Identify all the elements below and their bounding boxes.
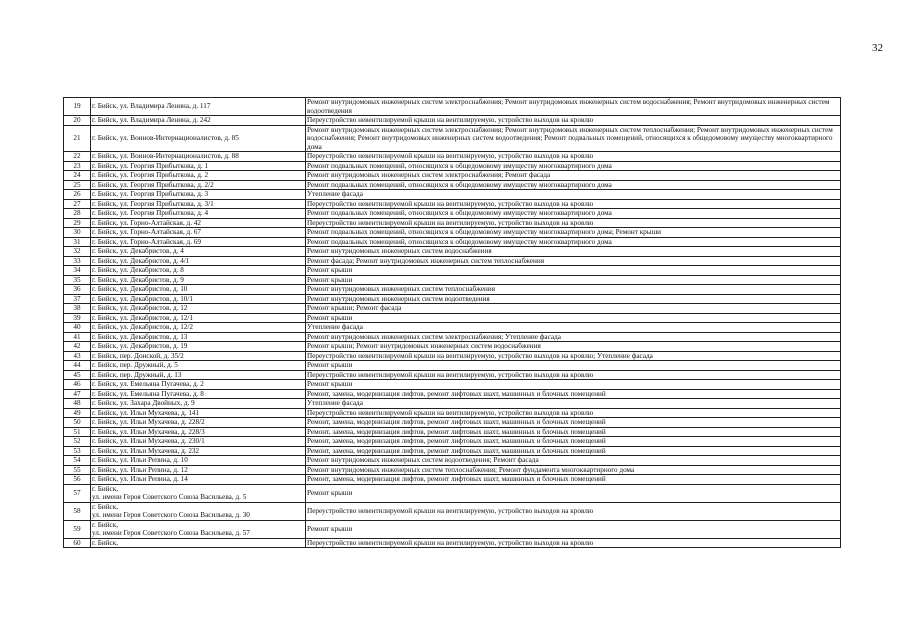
- address-cell: г. Бийск, ул. Ильи Мухачева, д. 228/3: [91, 427, 306, 437]
- works-cell: Ремонт крыши: [306, 484, 841, 502]
- table-row: [64, 456, 841, 466]
- address-cell: г. Бийск, ул. имени Героя Советского Союза Васильева, д. 5: [91, 484, 306, 502]
- works-cell: Ремонт внутридомовых инженерных систем водоотведения: [306, 294, 841, 304]
- table-row: [64, 247, 841, 257]
- row-number: 23: [64, 161, 91, 171]
- row-number: 42: [64, 342, 91, 352]
- address-cell: г. Бийск, ул. Декабристов, д. 4: [91, 247, 306, 257]
- row-number: 22: [64, 152, 91, 162]
- address-cell: г. Бийск, ул. Владимира Ленина, д. 242: [91, 116, 306, 126]
- address-cell: г. Бийск, ул. Декабристов, д. 9: [91, 275, 306, 285]
- works-cell: Переустройство невентилируемой крыши на вентилируемую, устройство выходов на кровлю: [306, 199, 841, 209]
- table-row: [64, 418, 841, 428]
- table-row: [64, 116, 841, 126]
- row-number: 58: [64, 502, 91, 520]
- works-cell: Переустройство невентилируемой крыши на вентилируемую, устройство выходов на кровлю: [306, 218, 841, 228]
- works-cell: Ремонт крыши; Ремонт внутридомовых инженерных систем водоснабжения: [306, 342, 841, 352]
- address-cell: г. Бийск, ул. Декабристов, д. 12/2: [91, 323, 306, 333]
- row-number: 60: [64, 538, 91, 548]
- row-number: 28: [64, 209, 91, 219]
- table-row: [64, 275, 841, 285]
- table-row: [64, 199, 841, 209]
- works-cell: Ремонт, замена, модернизация лифтов, ремонт лифтовых шахт, машинных и блочных помещений: [306, 437, 841, 447]
- address-cell: г. Бийск, ул. Ильи Репина, д. 12: [91, 465, 306, 475]
- table-row: [64, 304, 841, 314]
- works-cell: Ремонт, замена, модернизация лифтов, ремонт лифтовых шахт, машинных и блочных помещений: [306, 389, 841, 399]
- table-row: [64, 152, 841, 162]
- row-number: 33: [64, 256, 91, 266]
- row-number: 37: [64, 294, 91, 304]
- works-cell: Переустройство невентилируемой крыши на вентилируемую, устройство выходов на кровлю; Утепление фасада: [306, 351, 841, 361]
- row-number: 59: [64, 520, 91, 538]
- works-cell: Переустройство невентилируемой крыши на вентилируемую, устройство выходов на кровлю: [306, 502, 841, 520]
- address-cell: г. Бийск, ул. Ильи Мухачева, д. 228/2: [91, 418, 306, 428]
- works-cell: Ремонт, замена, модернизация лифтов, ремонт лифтовых шахт, машинных и блочных помещений: [306, 418, 841, 428]
- works-cell: Ремонт подвальных помещений, относящихся к общедомовому имуществу многоквартирного дома: [306, 180, 841, 190]
- works-cell: Ремонт крыши: [306, 266, 841, 276]
- row-number: 57: [64, 484, 91, 502]
- works-cell: Ремонт, замена, модернизация лифтов, ремонт лифтовых шахт, машинных и блочных помещений: [306, 475, 841, 485]
- works-cell: Ремонт крыши: [306, 520, 841, 538]
- row-number: 40: [64, 323, 91, 333]
- works-cell: Ремонт внутридомовых инженерных систем электроснабжения; Утепление фасада: [306, 332, 841, 342]
- table-row: [64, 266, 841, 276]
- address-cell: г. Бийск, ул. имени Героя Советского Союза Васильева, д. 30: [91, 502, 306, 520]
- address-cell: г. Бийск, ул. Декабристов, д. 12/1: [91, 313, 306, 323]
- works-cell: Ремонт внутридомовых инженерных систем теплоснабжения; Ремонт фундамента многоквартирного дома: [306, 465, 841, 475]
- row-number: 48: [64, 399, 91, 409]
- row-number: 52: [64, 437, 91, 447]
- table-row: [64, 323, 841, 333]
- address-cell: г. Бийск, ул. Декабристов, д. 10: [91, 285, 306, 295]
- works-cell: Ремонт внутридомовых инженерных систем электроснабжения; Ремонт внутридомовых инженерных систем теплоснабжения; Ремонт внутридомовых инженерных систем водоснабжения; Ремонт внутридомовых инженерных систем водоотведения; Ремонт подвальных помещений, относящихся к общедомовому имуществу многоквартирного дома: [306, 125, 841, 152]
- address-cell: г. Бийск, ул. Владимира Ленина, д. 117: [91, 98, 306, 116]
- address-cell: г. Бийск, ул. Георгия Прибыткова, д. 1: [91, 161, 306, 171]
- works-cell: Ремонт подвальных помещений, относящихся к общедомовому имуществу многоквартирного дома; Ремонт крыши: [306, 228, 841, 238]
- table-row: [64, 171, 841, 181]
- table-row: [64, 209, 841, 219]
- row-number: 49: [64, 408, 91, 418]
- works-cell: Переустройство невентилируемой крыши на вентилируемую, устройство выходов на кровлю: [306, 370, 841, 380]
- table-row: [64, 351, 841, 361]
- table-row: [64, 285, 841, 295]
- works-cell: Переустройство невентилируемой крыши на вентилируемую, устройство выходов на кровлю: [306, 116, 841, 126]
- table-row: [64, 180, 841, 190]
- works-cell: Переустройство невентилируемой крыши на вентилируемую, устройство выходов на кровлю: [306, 538, 841, 548]
- table-row: [64, 520, 841, 538]
- address-cell: г. Бийск, ул. Емельяна Пугачева, д. 2: [91, 380, 306, 390]
- table-row: [64, 389, 841, 399]
- row-number: 45: [64, 370, 91, 380]
- address-cell: г. Бийск, ул. Ильи Репина, д. 14: [91, 475, 306, 485]
- table-row: [64, 408, 841, 418]
- row-number: 54: [64, 456, 91, 466]
- address-cell: г. Бийск, пер. Дружный, д. 5: [91, 361, 306, 371]
- address-cell: г. Бийск, ул. Воинов-Интернационалистов, д. 88: [91, 152, 306, 162]
- row-number: 44: [64, 361, 91, 371]
- works-cell: Ремонт подвальных помещений, относящихся к общедомовому имуществу многоквартирного дома: [306, 237, 841, 247]
- address-cell: г. Бийск, пер. Донской, д. 35/2: [91, 351, 306, 361]
- address-cell: г. Бийск, ул. Ильи Репина, д. 10: [91, 456, 306, 466]
- table-body: [64, 98, 841, 548]
- table-row: [64, 294, 841, 304]
- table-row: [64, 437, 841, 447]
- address-cell: г. Бийск, ул. Горно-Алтайская, д. 69: [91, 237, 306, 247]
- table-row: [64, 380, 841, 390]
- row-number: 30: [64, 228, 91, 238]
- table-row: [64, 538, 841, 548]
- address-cell: г. Бийск, ул. Ильи Мухачева, д. 141: [91, 408, 306, 418]
- address-cell: г. Бийск, ул. имени Героя Советского Союза Васильева, д. 57: [91, 520, 306, 538]
- row-number: 51: [64, 427, 91, 437]
- row-number: 36: [64, 285, 91, 295]
- works-cell: Ремонт, замена, модернизация лифтов, ремонт лифтовых шахт, машинных и блочных помещений: [306, 446, 841, 456]
- row-number: 55: [64, 465, 91, 475]
- address-cell: г. Бийск, ул. Георгия Прибыткова, д. 3: [91, 190, 306, 200]
- row-number: 31: [64, 237, 91, 247]
- table-row: [64, 98, 841, 116]
- row-number: 50: [64, 418, 91, 428]
- works-cell: Ремонт внутридомовых инженерных систем водоотведения; Ремонт фасада: [306, 456, 841, 466]
- address-cell: г. Бийск, ул. Декабристов, д. 10/1: [91, 294, 306, 304]
- row-number: 34: [64, 266, 91, 276]
- address-cell: г. Бийск, ул. Декабристов, д. 4/1: [91, 256, 306, 266]
- address-cell: г. Бийск, пер. Дружный, д. 13: [91, 370, 306, 380]
- works-cell: Утепление фасада: [306, 323, 841, 333]
- table-row: [64, 228, 841, 238]
- address-cell: г. Бийск, ул. Воинов-Интернационалистов, д. 85: [91, 125, 306, 152]
- table-row: [64, 161, 841, 171]
- row-number: 43: [64, 351, 91, 361]
- row-number: 24: [64, 171, 91, 181]
- row-number: 46: [64, 380, 91, 390]
- row-number: 25: [64, 180, 91, 190]
- address-cell: г. Бийск, ул. Декабристов, д. 19: [91, 342, 306, 352]
- works-cell: Ремонт внутридомовых инженерных систем теплоснабжения: [306, 285, 841, 295]
- works-cell: Ремонт внутридомовых инженерных систем электроснабжения; Ремонт внутридомовых инженерных систем водоснабжения; Ремонт внутридомовых инженерных систем водоотведения: [306, 98, 841, 116]
- table-row: [64, 370, 841, 380]
- works-cell: Ремонт крыши: [306, 361, 841, 371]
- table-row: [64, 256, 841, 266]
- address-cell: г. Бийск, ул. Георгия Прибыткова, д. 3/1: [91, 199, 306, 209]
- address-cell: г. Бийск, ул. Ильи Мухачева, д. 230/1: [91, 437, 306, 447]
- row-number: 38: [64, 304, 91, 314]
- works-cell: Ремонт, замена, модернизация лифтов, ремонт лифтовых шахт, машинных и блочных помещений: [306, 427, 841, 437]
- works-cell: Ремонт крыши: [306, 275, 841, 285]
- row-number: 21: [64, 125, 91, 152]
- row-number: 26: [64, 190, 91, 200]
- works-cell: Ремонт крыши: [306, 313, 841, 323]
- table-row: [64, 218, 841, 228]
- row-number: 20: [64, 116, 91, 126]
- works-cell: Ремонт внутридомовых инженерных систем водоснабжения: [306, 247, 841, 257]
- row-number: 56: [64, 475, 91, 485]
- works-cell: Ремонт фасада; Ремонт внутридомовых инженерных систем теплоснабжения: [306, 256, 841, 266]
- row-number: 27: [64, 199, 91, 209]
- address-cell: г. Бийск, ул. Емельяна Пугачева, д. 8: [91, 389, 306, 399]
- row-number: 32: [64, 247, 91, 257]
- table-row: [64, 475, 841, 485]
- address-cell: г. Бийск, ул. Георгия Прибыткова, д. 4: [91, 209, 306, 219]
- works-cell: Ремонт подвальных помещений, относящихся к общедомовому имуществу многоквартирного дома: [306, 161, 841, 171]
- works-cell: Ремонт крыши; Ремонт фасада: [306, 304, 841, 314]
- address-cell: г. Бийск, ул. Декабристов, д. 13: [91, 332, 306, 342]
- works-cell: Утепление фасада: [306, 399, 841, 409]
- address-cell: г. Бийск, ул. Горно-Алтайская, д. 67: [91, 228, 306, 238]
- table-row: [64, 190, 841, 200]
- repair-works-table: [63, 97, 841, 548]
- table-row: [64, 465, 841, 475]
- page-number: 32: [872, 42, 883, 54]
- row-number: 39: [64, 313, 91, 323]
- table-row: [64, 332, 841, 342]
- table-row: [64, 313, 841, 323]
- row-number: 47: [64, 389, 91, 399]
- works-cell: Ремонт внутридомовых инженерных систем электроснабжения; Ремонт фасада: [306, 171, 841, 181]
- works-cell: Ремонт подвальных помещений, относящихся к общедомовому имуществу многоквартирного дома: [306, 209, 841, 219]
- address-cell: г. Бийск, ул. Захара Двойных, д. 9: [91, 399, 306, 409]
- address-cell: г. Бийск, ул. Горно-Алтайская, д. 42: [91, 218, 306, 228]
- row-number: 19: [64, 98, 91, 116]
- works-cell: Утепление фасада: [306, 190, 841, 200]
- address-cell: г. Бийск, ул. Ильи Мухачева, д. 232: [91, 446, 306, 456]
- table-row: [64, 237, 841, 247]
- address-cell: г. Бийск, ул. Георгия Прибыткова, д. 2: [91, 171, 306, 181]
- address-cell: г. Бийск, ул. Декабристов, д. 8: [91, 266, 306, 276]
- table-row: [64, 446, 841, 456]
- row-number: 53: [64, 446, 91, 456]
- address-cell: г. Бийск,: [91, 538, 306, 548]
- works-cell: Переустройство невентилируемой крыши на вентилируемую, устройство выходов на кровлю: [306, 152, 841, 162]
- table-row: [64, 427, 841, 437]
- table-row: [64, 399, 841, 409]
- table-row: [64, 502, 841, 520]
- works-cell: Ремонт крыши: [306, 380, 841, 390]
- table-row: [64, 484, 841, 502]
- works-cell: Переустройство невентилируемой крыши на вентилируемую, устройство выходов на кровлю: [306, 408, 841, 418]
- address-cell: г. Бийск, ул. Декабристов, д. 12: [91, 304, 306, 314]
- address-cell: г. Бийск, ул. Георгия Прибыткова, д. 2/2: [91, 180, 306, 190]
- row-number: 41: [64, 332, 91, 342]
- table-row: [64, 342, 841, 352]
- row-number: 35: [64, 275, 91, 285]
- table-row: [64, 125, 841, 152]
- table-row: [64, 361, 841, 371]
- row-number: 29: [64, 218, 91, 228]
